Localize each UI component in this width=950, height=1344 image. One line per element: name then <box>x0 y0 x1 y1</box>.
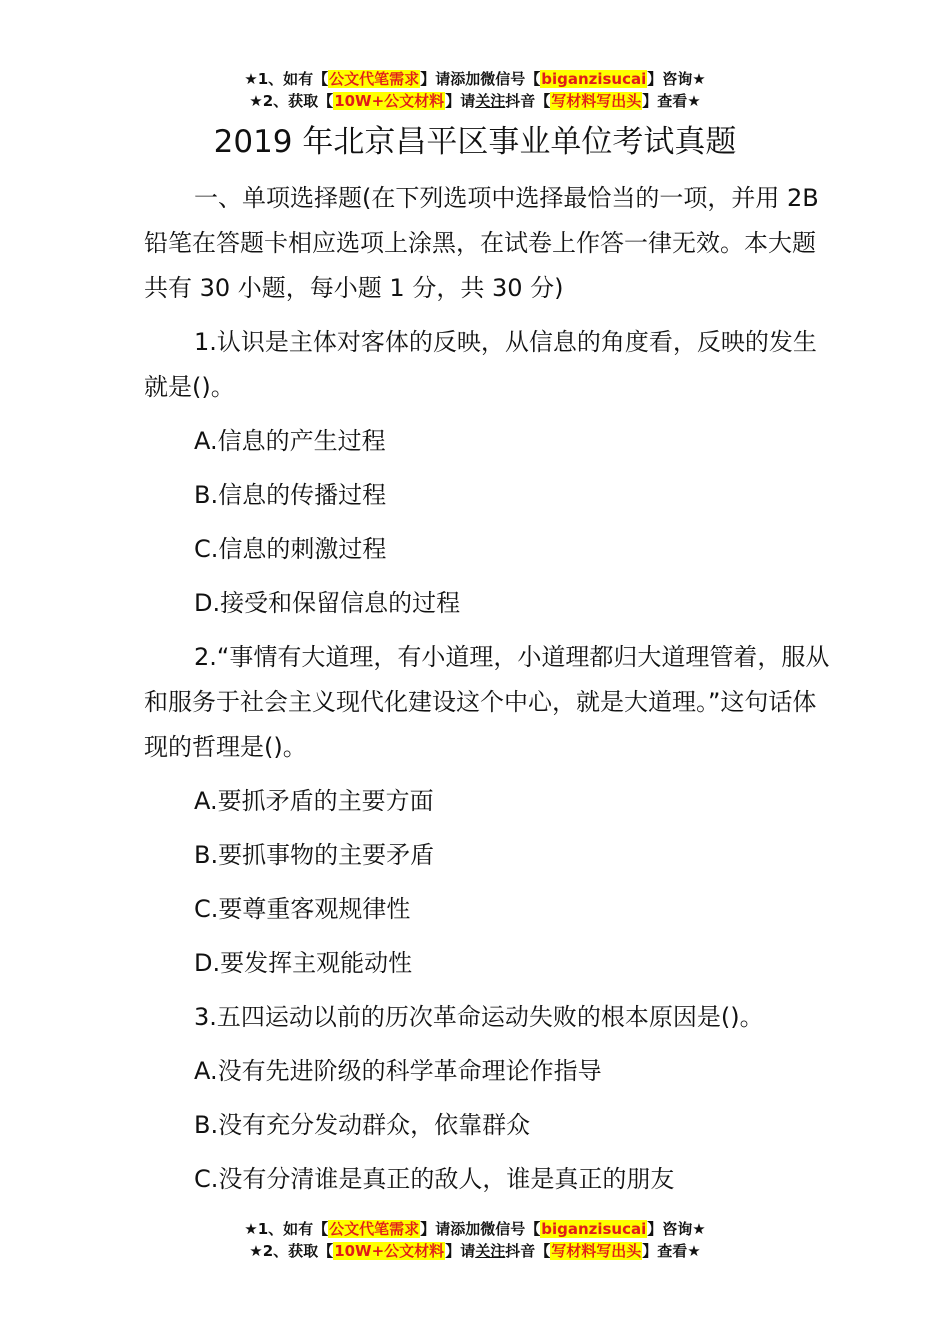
question-option: A.信息的产生过程 <box>194 427 386 455</box>
question-stem: 2.“事情有大道理，有小道理，小道理都归大道理管着，服从和服务于社会主义现代化建设这个中心，就是大道理。”这句话体现的哲理是()。 <box>144 643 830 761</box>
promo-highlight-materials: 10W+公文材料 <box>334 92 445 110</box>
section-intro: 一、单项选择题(在下列选项中选择最恰当的一项，并用 2B 铅笔在答题卡相应选项上涂黑，在试卷上作答一律无效。本大题共有 30 小题，每小题 1 分，共 30 分) <box>144 184 819 302</box>
promo-highlight-wechat: biganzisucai <box>541 1220 647 1238</box>
question-option: B.信息的传播过程 <box>194 481 387 509</box>
question-option: C.信息的刺激过程 <box>194 535 387 563</box>
promo-header <box>0 68 950 112</box>
question-option: B.要抓事物的主要矛盾 <box>194 841 435 869</box>
question-option: C.要尊重客观规律性 <box>194 895 411 923</box>
question-stem: 1.认识是主体对客体的反映，从信息的角度看，反映的发生就是()。 <box>144 328 817 401</box>
promo-highlight-materials: 10W+公文材料 <box>334 1242 445 1260</box>
promo-highlight-douyin: 写材料写出头 <box>551 1242 642 1260</box>
promo-footer <box>0 1218 950 1262</box>
page-title: 2019 年北京昌平区事业单位考试真题 <box>213 124 737 160</box>
promo-line-2: ★2、获取【10W+公文材料】请关注抖音【写材料写出头】查看★ <box>249 92 701 110</box>
promo-highlight-wechat: biganzisucai <box>541 70 647 88</box>
promo-line-1: ★1、如有【公文代笔需求】请添加微信号【biganzisucai】咨询★ <box>244 1220 706 1238</box>
question-option: C.没有分清谁是真正的敌人，谁是真正的朋友 <box>194 1165 675 1193</box>
question-stem: 3.五四运动以前的历次革命运动失败的根本原因是()。 <box>194 1003 764 1031</box>
question-option: D.接受和保留信息的过程 <box>194 589 461 617</box>
document-body <box>144 176 834 1211</box>
promo-highlight-service: 公文代笔需求 <box>329 70 420 88</box>
question-option: D.要发挥主观能动性 <box>194 949 413 977</box>
question-option: A.要抓矛盾的主要方面 <box>194 787 434 815</box>
promo-highlight-douyin: 写材料写出头 <box>551 92 642 110</box>
promo-highlight-service: 公文代笔需求 <box>329 1220 420 1238</box>
question-option: B.没有充分发动群众，依靠群众 <box>194 1111 531 1139</box>
promo-line-2: ★2、获取【10W+公文材料】请关注抖音【写材料写出头】查看★ <box>249 1242 701 1260</box>
question-option: A.没有先进阶级的科学革命理论作指导 <box>194 1057 602 1085</box>
promo-line-1: ★1、如有【公文代笔需求】请添加微信号【biganzisucai】咨询★ <box>244 70 706 88</box>
